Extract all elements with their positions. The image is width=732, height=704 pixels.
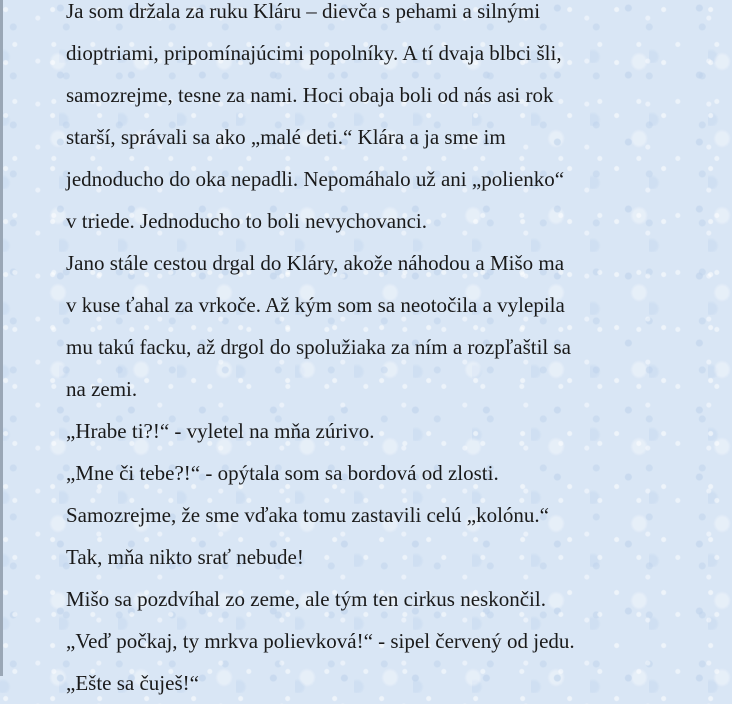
text-line: samozrejme, tesne za nami. Hoci obaja boli od nás asi rok xyxy=(66,83,554,107)
text-line: Samozrejme, že sme vďaka tomu zastavili celú „kolónu.“ xyxy=(66,503,549,527)
text-line: v kuse ťahal za vrkoče. Až kým som sa neotočila a vylepila xyxy=(66,293,565,317)
text-line: Tak, mňa nikto srať nebude! xyxy=(66,545,304,569)
text-line: „Veď počkaj, ty mrkva polievková!“ - sipel červený od jedu. xyxy=(66,629,575,653)
document-body xyxy=(66,0,706,704)
text-line: jednoducho do oka nepadli. Nepomáhalo už ani „polienko“ xyxy=(66,167,565,191)
text-line: v triede. Jednoducho to boli nevychovanci. xyxy=(66,209,427,233)
text-line: starší, správali sa ako „malé deti.“ Klára a ja sme im xyxy=(66,125,506,149)
text-line: na zemi. xyxy=(66,377,138,401)
text-line: Mišo sa pozdvíhal zo zeme, ale tým ten cirkus neskončil. xyxy=(66,587,546,611)
text-line: mu takú facku, až drgol do spolužiaka za ním a rozpľaštil sa xyxy=(66,335,571,359)
text-line: „Ešte sa čuješ!“ xyxy=(66,671,199,695)
text-line: Jano stále cestou drgal do Kláry, akože náhodou a Mišo ma xyxy=(66,251,565,275)
text-line: „Hrabe ti?!“ - vyletel na mňa zúrivo. xyxy=(66,419,375,443)
page-left-border xyxy=(0,0,3,676)
text-line: „Mne či tebe?!“ - opýtala som sa bordová od zlosti. xyxy=(66,461,499,485)
text-line: dioptriami, pripomínajúcimi popolníky. A tí dvaja blbci šli, xyxy=(66,41,562,65)
text-line: Ja som držala za ruku Kláru – dievča s pehami a silnými xyxy=(66,0,541,23)
